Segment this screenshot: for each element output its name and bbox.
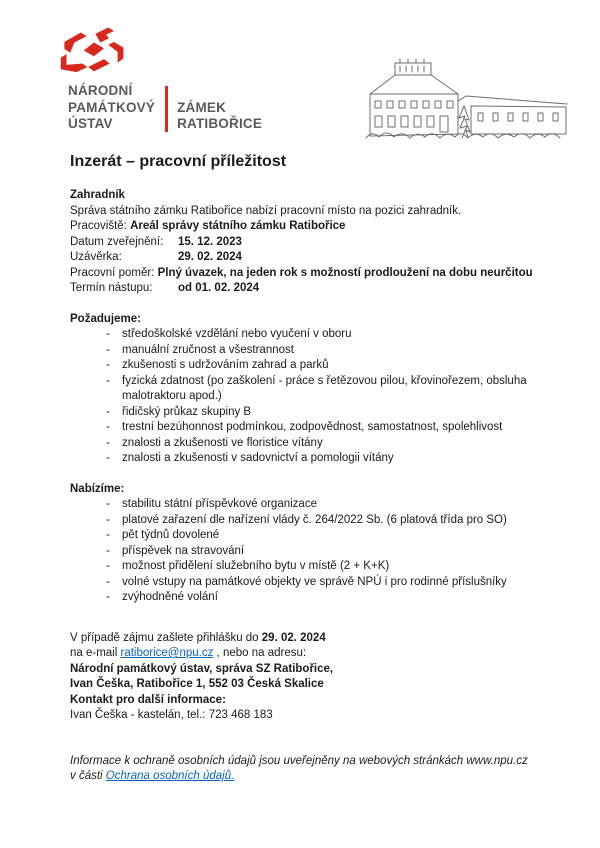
bullet-dash: - [106,498,110,510]
bullet-dash: - [106,436,110,449]
contact-line: Ivan Češka - kastelán, tel.: 723 468 183 [70,709,273,721]
bullet-dash: - [106,452,110,464]
privacy-line-prefix: v části [70,770,106,782]
bullet-dash: - [106,560,110,572]
logo-divider [165,86,168,132]
requirements-list [70,327,570,467]
detail-value: 29. 02. 2024 [178,251,242,263]
detail-value: od 01. 02. 2024 [178,282,260,294]
requirement-item [70,374,570,405]
page-title: Inzerát – pracovní příležitost [70,153,287,170]
job-intro: Správa státního zámku Ratibořice nabízí pracovní místo na pozici zahradník. [70,204,462,217]
bullet-dash: - [106,529,110,541]
offer-text: platové zařazení dle nařízení vlády č. 264/2022 Sb. (6 platová třída pro SO) [122,513,507,526]
job-details [70,219,570,297]
bullet-dash: - [106,359,110,371]
npu-logo-icon [55,26,127,80]
requirement-text: řidičský průkaz skupiny B [122,405,252,418]
privacy-note [70,754,570,785]
requirement-item [70,405,570,421]
bullet-dash: - [106,575,110,588]
address-line: Národní památkový ústav, správa SZ Ratibořice, [70,662,334,675]
application-email-prefix: na e-mail [70,647,121,659]
bullet-dash: - [106,374,110,387]
requirement-item [70,343,570,359]
requirement-text: trestní bezúhonnost podmínkou, zodpovědnost, samostatnost, spolehlivost [122,421,503,433]
application-deadline-text: V případě zájmu zašlete přihlášku do [70,631,262,644]
bullet-dash: - [106,343,110,356]
offer-heading: Nabízíme: [70,482,125,495]
logo-org-name [68,83,155,133]
castle-sketch-illustration [362,56,568,142]
requirement-item [70,327,570,343]
bullet-dash: - [106,405,110,418]
logo-lockup [68,83,262,133]
document-body [70,152,570,785]
application-email-line [70,646,570,662]
bullet-dash: - [106,328,110,340]
detail-label: Termín nástupu: [70,282,153,294]
logo-org-line: NÁRODNÍ [68,83,133,98]
detail-value: 15. 12. 2023 [178,235,242,248]
application-deadline-date: 29. 02. 2024 [261,631,326,644]
application-deadline-line [70,631,570,647]
offer-text: zvýhodněné volání [122,591,218,603]
offer-item [70,590,570,606]
detail-row [70,219,570,235]
detail-row [70,235,570,251]
requirement-text: zkušenosti s udržováním zahrad a parků [122,359,329,371]
job-section [70,188,570,297]
logo-site-line: ZÁMEK [177,99,227,115]
requirement-item [70,451,570,467]
offer-text: volné vstupy na památkové objekty ve správě NPÚ i pro rodinné příslušníky [122,575,507,588]
offer-item [70,544,570,560]
privacy-line: Informace k ochraně osobních údajů jsou uveřejněny na webových stránkách www.npu.cz [70,754,528,767]
detail-value: Plný úvazek, na jeden rok s možností prodloužení na dobu neurčitou [157,266,533,279]
offer-item [70,513,570,529]
detail-label: Pracovní poměr: [70,266,158,279]
offer-item [70,559,570,575]
detail-row [70,250,570,266]
bullet-dash: - [106,591,110,603]
requirement-text: znalosti a zkušenosti v sadovnictví a pomologii vítány [122,452,394,464]
detail-label: Datum zveřejnění: [70,235,164,248]
offer-item [70,528,570,544]
offer-text: stabilitu státní příspěvkové organizace [122,498,317,510]
detail-value: Areál správy státního zámku Ratibořice [130,220,346,232]
logo-site-line: RATIBOŘICE [177,116,263,131]
offer-list [70,497,570,606]
address-line: Ivan Češka, Ratibořice 1, 552 03 Česká Skalice [70,678,324,690]
detail-label: Uzávěrka: [70,251,122,263]
job-heading: Zahradník [70,189,125,201]
offer-item [70,575,570,591]
requirement-item [70,358,570,374]
requirement-item [70,436,570,452]
detail-label: Pracoviště: [70,220,131,232]
email-link[interactable]: ratiborice@npu.cz [120,647,214,659]
privacy-policy-link[interactable]: Ochrana osobních údajů. [105,770,235,782]
bullet-dash: - [106,421,110,433]
bullet-dash: - [106,544,110,557]
document-header [0,0,600,142]
requirement-text: fyzická zdatnost (po zaškolení - práce s řetězovou pilou, křovinořezem, obsluha malotraktoru apod.) [122,374,527,402]
privacy-line [70,769,570,785]
requirements-heading: Požadujeme: [70,312,141,325]
offer-text: možnost přidělení služebního bytu v místě (2 + K+K) [122,560,390,572]
application-section [70,631,570,724]
requirement-item [70,420,570,436]
requirement-text: manuální zručnost a všestrannost [122,343,294,356]
logo-site-name [177,100,262,133]
detail-row [70,281,570,297]
detail-row [70,266,570,282]
logo-org-line: ÚSTAV [68,116,113,131]
requirement-text: znalosti a zkušenosti ve floristice vítány [122,436,323,449]
contact-heading: Kontakt pro další informace: [70,693,226,706]
requirement-text: středoškolské vzdělání nebo vyučení v oboru [122,328,352,340]
bullet-dash: - [106,513,110,526]
offer-item [70,497,570,513]
application-email-suffix: , nebo na adresu: [213,647,307,659]
logo-org-line: PAMÁTKOVÝ [68,99,156,115]
offer-text: příspěvek na stravování [122,544,245,557]
offer-text: pět týdnů dovolené [122,529,220,541]
